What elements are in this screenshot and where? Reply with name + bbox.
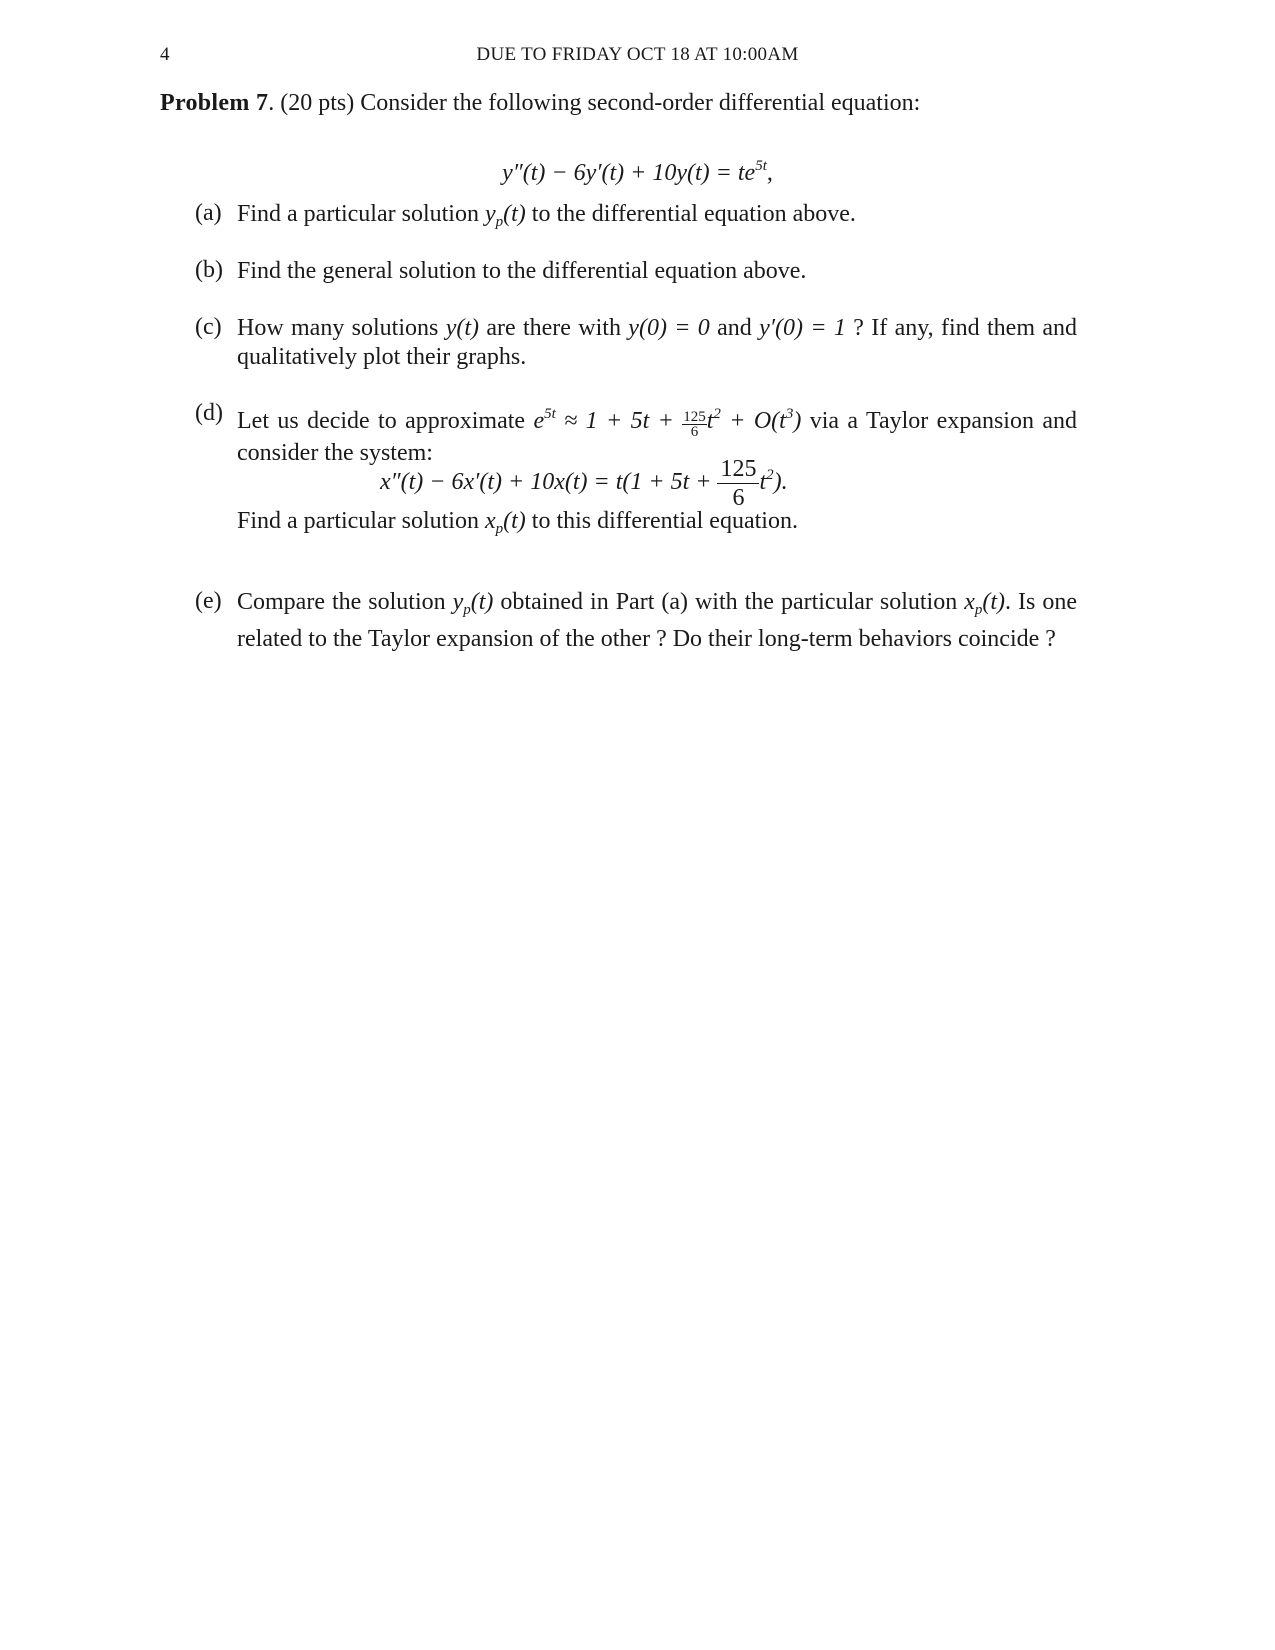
part-a-var: y: [484, 201, 496, 227]
part-d-o-sup: 3: [785, 406, 794, 422]
part-c-math-2: y(0) = 0: [628, 315, 710, 341]
part-d-e: e: [533, 408, 545, 434]
part-c-text-1: How many solutions: [237, 315, 446, 341]
part-d-frac-num: 125: [683, 409, 706, 425]
part-d-o-term: + O(t: [720, 408, 786, 434]
part-c-math-3: y′(0) = 1: [759, 315, 846, 341]
part-d-inline-fraction: [682, 410, 707, 439]
part-d-eq-close: ).: [773, 469, 788, 496]
part-a-text-1: Find a particular solution: [237, 201, 485, 227]
part-d-find: [237, 508, 798, 538]
part-e-label: (e): [195, 588, 222, 614]
part-e-text: [237, 588, 1077, 654]
part-e-y-sub: p: [463, 602, 471, 618]
running-header: DUE TO FRIDAY OCT 18 AT 10:00AM: [476, 44, 799, 65]
part-d-find-var: x: [484, 508, 496, 534]
part-e-y-tail: (t): [470, 589, 494, 615]
problem-intro: . (20 pts) Consider the following second-order differential equation:: [268, 90, 921, 116]
part-d-eq-t-sup: 2: [766, 467, 774, 484]
main-equation: [0, 158, 1275, 187]
part-c-text-3: and: [709, 315, 760, 341]
page-number: 4: [160, 44, 170, 65]
part-b-text: Find the general solution to the differential equation above.: [237, 258, 807, 284]
part-d-find-2: to this differential equation.: [525, 508, 798, 534]
part-a-text: [237, 200, 1077, 237]
part-d-find-1: Find a particular solution: [237, 508, 485, 534]
part-e-x-sub: p: [974, 602, 983, 618]
part-d-eq-frac-num: 125: [717, 455, 759, 484]
problem-title: Problem 7: [160, 90, 269, 116]
problem-heading: [160, 90, 920, 117]
part-d-eq-t: t: [759, 469, 767, 496]
part-d-eq-fraction: [717, 455, 759, 512]
part-a-label: (a): [195, 200, 222, 226]
part-d-text-2: via a Taylor expansion and consider the system:: [237, 408, 1078, 466]
part-e-x: x: [964, 589, 975, 615]
part-c-text-4: ? If any, find them and qualitatively plot their graphs.: [237, 315, 1077, 370]
part-d-o-close: ): [793, 408, 802, 434]
part-d-find-tail: (t): [503, 508, 526, 534]
part-d-e-sup: 5t: [544, 406, 556, 422]
part-a-var-sub: p: [495, 214, 504, 230]
part-d-label: (d): [195, 400, 223, 426]
main-equation-comma: ,: [766, 160, 773, 186]
main-equation-exponent: 5t: [755, 158, 767, 174]
part-d-equation: [380, 455, 788, 512]
part-e-text-1: Compare the solution: [237, 589, 453, 615]
part-d-eq-left: x″(t) − 6x′(t) + 10x(t) = t(1 + 5t +: [380, 469, 718, 496]
part-d-t2-sup: 2: [713, 406, 721, 422]
part-e-text-2: obtained in Part (a) with the particular solution: [493, 589, 965, 615]
part-d-eq-frac-den: 6: [732, 485, 745, 511]
part-d-t2: t: [706, 408, 714, 434]
part-e-text-3: . Is one related to the Taylor expansion of the other ? Do their long-term behaviors coincide ?: [237, 589, 1077, 652]
part-a-var-tail: (t): [503, 201, 526, 227]
part-c-text: [237, 314, 1077, 372]
part-d-text-1: Let us decide to approximate: [237, 408, 534, 434]
part-c-math-1: y(t): [445, 315, 479, 341]
part-d-frac-den: 6: [690, 424, 699, 440]
part-d-find-sub: p: [495, 521, 504, 537]
part-a-text-2: to the differential equation above.: [525, 201, 856, 227]
part-e-y: y: [452, 589, 464, 615]
main-equation-lhs: y″(t) − 6y′(t) + 10y(t) = te: [502, 160, 756, 186]
part-b-label: (b): [195, 257, 223, 283]
part-d-approx: ≈ 1 + 5t +: [555, 408, 683, 434]
part-c-label: (c): [195, 314, 222, 340]
part-c-text-2: are there with: [479, 315, 629, 341]
part-e-x-tail: (t): [982, 589, 1006, 615]
